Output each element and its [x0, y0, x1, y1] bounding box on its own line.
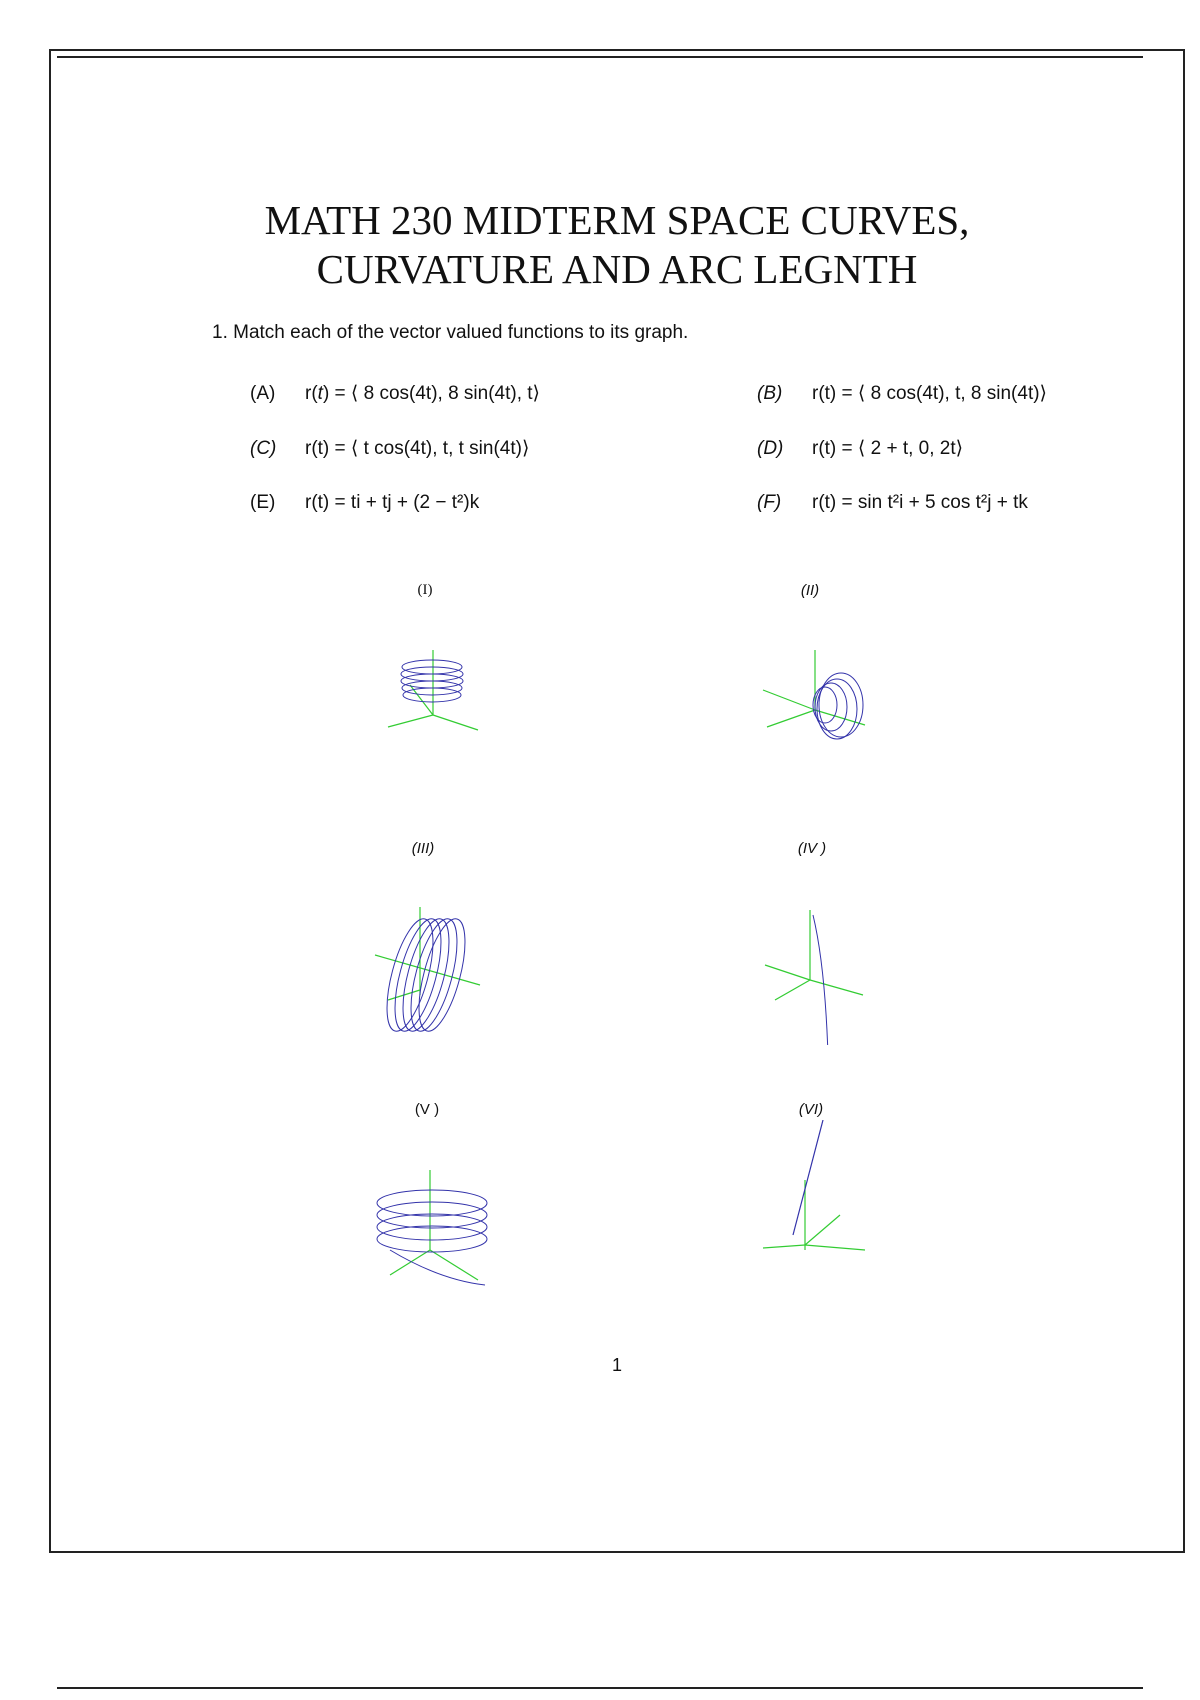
figure-ii-curve	[813, 673, 863, 739]
figure-iv-curve	[813, 915, 828, 1045]
figure-v-curve	[377, 1190, 487, 1285]
option-c-formula: r(t) = ⟨ t cos(4t), t, t sin(4t)⟩	[305, 438, 530, 459]
option-e-formula: r(t) = ti + tj + (2 − t²)k	[305, 492, 480, 513]
figure-v-graph	[370, 1165, 520, 1305]
figure-vi-label: (VI)	[798, 1101, 824, 1118]
option-b	[757, 382, 1047, 405]
option-a-formula	[305, 383, 540, 404]
option-c	[250, 437, 529, 460]
title-line-2: CURVATURE AND ARC LEGNTH	[316, 246, 918, 292]
option-a-formula-prefix: r(	[305, 383, 318, 404]
figure-vi-axes	[763, 1180, 865, 1250]
option-e-label: (E)	[250, 492, 276, 513]
figure-v-label: (V )	[414, 1101, 440, 1118]
bottom-rule	[57, 1687, 1143, 1689]
option-b-formula: r(t) = ⟨ 8 cos(4t), t, 8 sin(4t)⟩	[812, 383, 1047, 404]
figure-ii-graph	[755, 645, 905, 785]
top-rule	[57, 56, 1143, 58]
figure-i-graph	[370, 645, 520, 785]
figure-ii-axes	[763, 650, 865, 727]
page-title	[0, 196, 1200, 294]
option-c-label: (C)	[250, 438, 277, 459]
option-e	[250, 492, 479, 514]
figure-iii-curve	[378, 914, 475, 1035]
figure-iv-label: (IV )	[797, 840, 827, 857]
option-f-formula: r(t) = sin t²i + 5 cos t²j + tk	[812, 492, 1028, 513]
option-a-label: (A)	[250, 383, 276, 404]
figure-i-axes	[388, 650, 478, 730]
figure-iii-graph	[370, 905, 520, 1045]
title-line-1: MATH 230 MIDTERM SPACE CURVES,	[264, 197, 970, 243]
figure-i-label: (I)	[417, 582, 433, 598]
figure-vi-curve	[793, 1120, 823, 1235]
option-a-var: t	[317, 383, 323, 404]
option-d	[757, 437, 963, 460]
page-number: 1	[612, 1355, 623, 1375]
option-d-label: (D)	[757, 438, 784, 459]
question-1: 1. Match each of the vector valued functions to its graph.	[212, 322, 689, 343]
option-a-formula-rest: ) = ⟨ 8 cos(4t), 8 sin(4t), t⟩	[322, 383, 540, 404]
option-d-formula: r(t) = ⟨ 2 + t, 0, 2t⟩	[812, 438, 964, 459]
figure-i-curve	[401, 660, 463, 702]
option-a	[250, 382, 540, 405]
figure-ii-label: (II)	[800, 582, 820, 599]
option-f-label: (F)	[757, 492, 782, 513]
option-b-label: (B)	[757, 383, 783, 404]
option-f	[757, 492, 1028, 514]
figure-iv-axes	[765, 910, 863, 1000]
figure-iii-label: (III)	[411, 840, 435, 857]
figure-vi-graph	[755, 1120, 905, 1260]
figure-iv-graph	[755, 905, 905, 1045]
